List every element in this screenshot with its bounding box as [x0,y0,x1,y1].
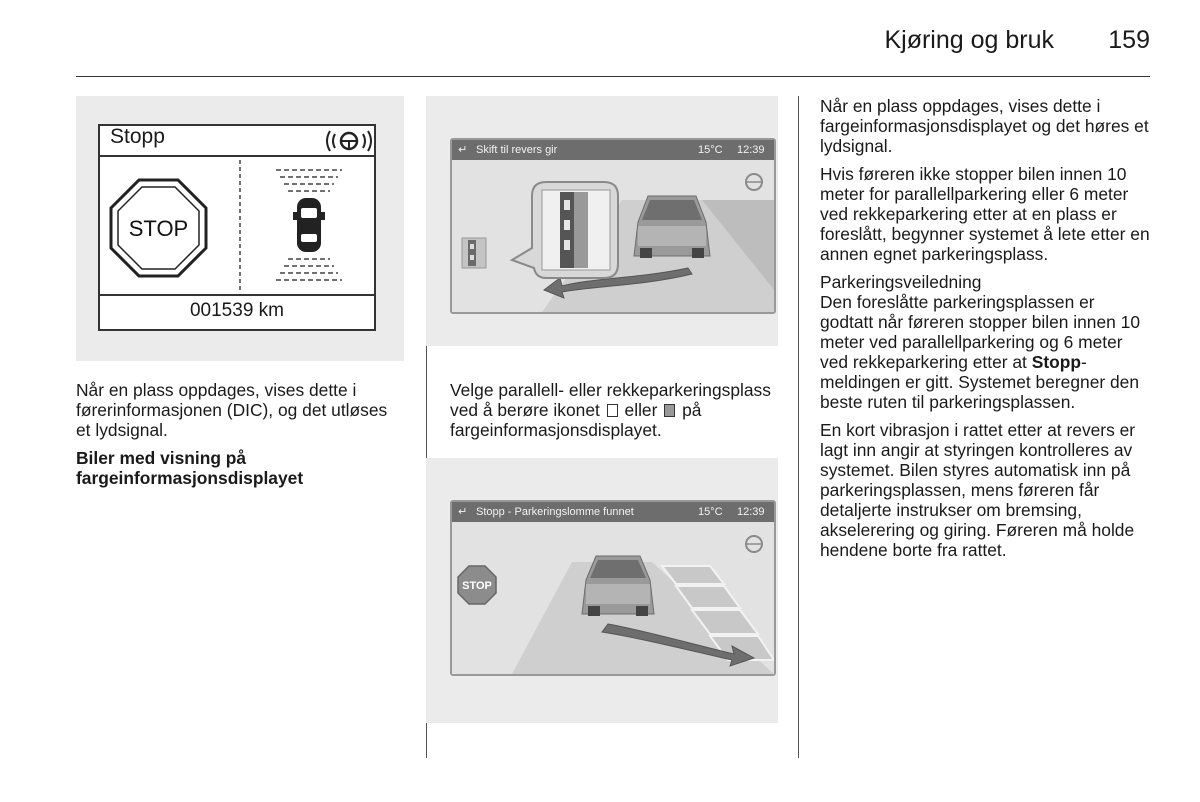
right-p3-c: -meldingen er gitt. Systemet beregner den beste ruten til parkeringsplassen. [820,352,1140,412]
car-rear-graphic [634,196,710,258]
right-p3-b: Stopp [1031,352,1081,372]
display-title: Stopp - Parkeringslomme funnet [476,506,634,518]
left-column-text [76,380,406,496]
stop-scene [452,522,774,674]
parallel-parking-icon[interactable] [462,238,486,268]
right-paragraph-3 [820,292,1150,412]
display-status-bar [452,140,774,160]
display-temperature: 15°C [698,506,723,518]
display-temperature: 15°C [698,144,723,156]
display-time: 12:39 [737,144,765,156]
back-icon[interactable]: ↵ [458,144,468,156]
right-p3-a: Den foreslåtte parkeringsplassen er godtatt når føreren stopper bilen innen 10 meter ved parallellparkering og 6 meter ved rekkeparkering etter at [820,292,1141,372]
left-heading: Biler med visning på fargeinformasjonsdisplayet [76,448,304,488]
display-title: Skift til revers gir [476,144,558,156]
parallel-spot-icon [607,404,618,417]
right-paragraph-4: En kort vibrasjon i rattet etter at revers er lagt inn angir at styringen kontrolleres av systemet. Bilen styres automatisk inn på parkeringsplassen, mens føreren får detaljerte instrukser om bremsing, akselerering og giring. Føreren må holde hendene borte fra rattet. [820,420,1136,560]
middle-paragraph [450,380,780,440]
right-paragraph-2: Hvis føreren ikke stopper bilen innen 10 meter for parallellparkering eller 6 meter ved rekkeparkering etter at en plass er foreslått, begynner systemet å lete etter en annen egnet parkeringsplass. [820,164,1150,264]
middle-text-a: Velge parallell- eller rekkeparkeringsplass ved å berøre ikonet [450,380,771,420]
middle-text-c: på fargeinformasjonsdisplayet. [450,400,702,440]
middle-text-b: eller [624,400,658,420]
car-rear-graphic [582,556,654,616]
stop-sign-icon [458,566,496,604]
header-rule [76,76,1150,77]
dic-title: Stopp [110,125,165,148]
middle-column-text [450,380,780,448]
reverse-scene [452,160,774,312]
stop-sign-icon [111,180,206,276]
right-column-text [820,96,1150,568]
page-number: 159 [1108,26,1150,54]
steering-wheel-signal-icon [327,131,371,151]
back-icon[interactable]: ↵ [458,506,468,518]
color-display-stop [450,500,776,676]
right-paragraph-1: Når en plass oppdages, vises dette i fargeinformasjonsdisplayet og det høres et lydsignal. [820,96,1149,156]
right-heading: Parkeringsveiledning [820,272,982,292]
dic-odometer: 001539 km [189,300,284,321]
car-sensors-icon [276,170,342,280]
column-divider-right [798,96,799,758]
header-title: Kjøring og bruk [884,26,1054,54]
left-paragraph: Når en plass oppdages, vises dette i førerinformasjonen (DIC), og det utløses et lydsignal. [76,380,388,440]
dic-stop-label: STOP [128,216,189,241]
color-display-reverse [450,138,776,314]
perpendicular-spot-icon [664,404,675,417]
display-status-bar [452,502,774,522]
display-time: 12:39 [737,506,765,518]
screen-stop-label: STOP [462,580,492,592]
